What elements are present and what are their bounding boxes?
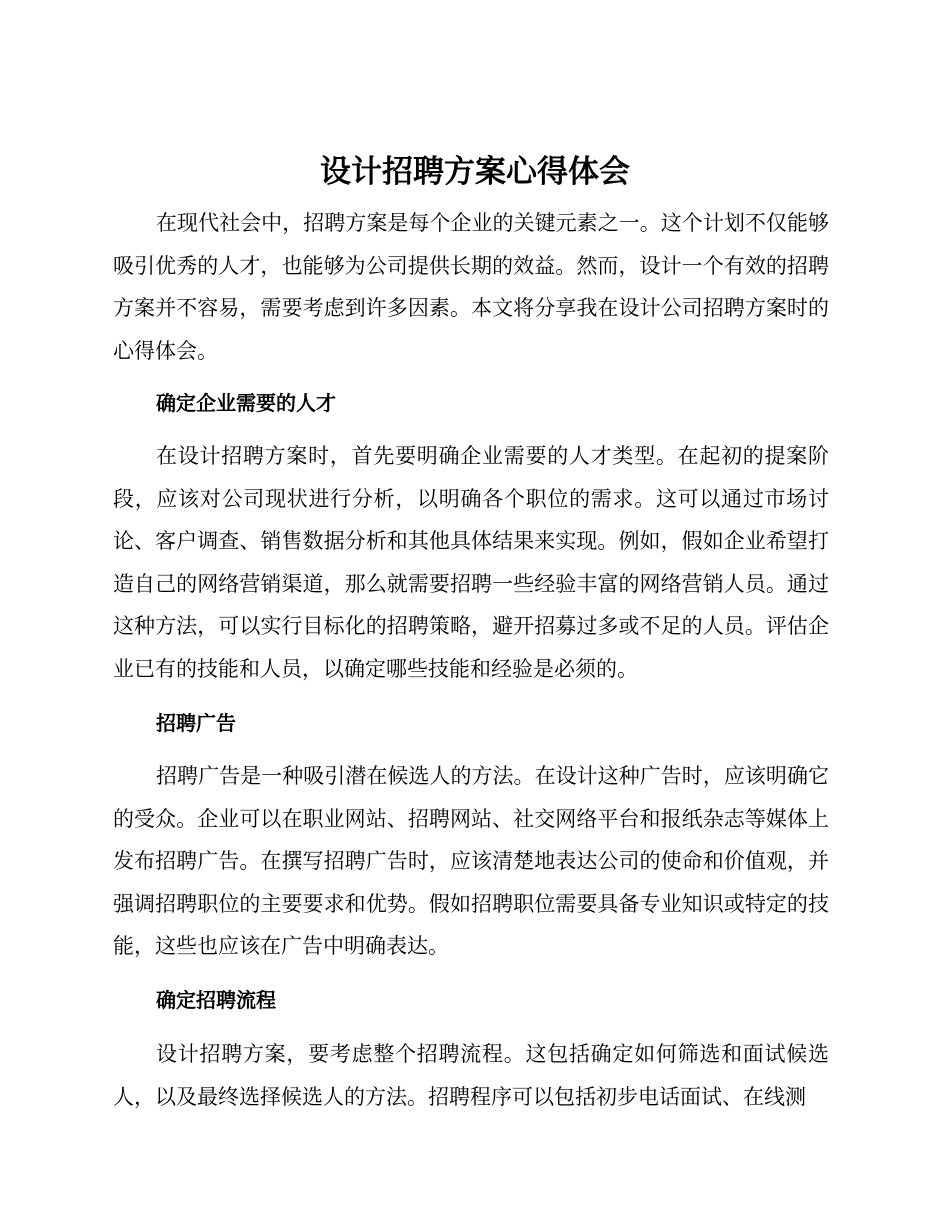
intro-paragraph: 在现代社会中，招聘方案是每个企业的关键元素之一。这个计划不仅能够吸引优秀的人才，也能够为公司提供长期的效益。然而，设计一个有效的招聘方案并不容易，需要考虑到许多因素。本文将分享我在设计公司招聘方案时的心得体会。 [113,211,829,363]
section-body-talent: 在设计招聘方案时，首先要明确企业需要的人才类型。在起初的提案阶段，应该对公司现状进行分析，以明确各个职位的需求。这可以通过市场讨论、客户调查、销售数据分析和其他具体结果来实现。例如，假如企业希望打造自己的网络营销渠道，那么就需要招聘一些经验丰富的网络营销人员。通过这种方法，可以实行目标化的招聘策略，避开招募过多或不足的人员。评估企业已有的技能和人员，以确定哪些技能和经验是必须的。 [113,444,829,681]
document-title: 设计招聘方案心得体会 [320,154,630,190]
section-heading-talent: 确定企业需要的人才 [156,391,336,415]
section-heading-advertising: 招聘广告 [156,711,236,735]
section-body-advertising: 招聘广告是一种吸引潜在候选人的方法。在设计这种广告时，应该明确它的受众。企业可以在职业网站、招聘网站、社交网络平台和报纸杂志等媒体上发布招聘广告。在撰写招聘广告时，应该清楚地表达公司的使命和价值观，并强调招聘职位的主要要求和优势。假如招聘职位需要具备专业知识或特定的技能，这些也应该在广告中明确表达。 [113,764,829,958]
section-heading-process: 确定招聘流程 [156,988,276,1012]
section-body-process: 设计招聘方案，要考虑整个招聘流程。这包括确定如何筛选和面试候选人，以及最终选择候选人的方法。招聘程序可以包括初步电话面试、在线测 [113,1042,829,1109]
